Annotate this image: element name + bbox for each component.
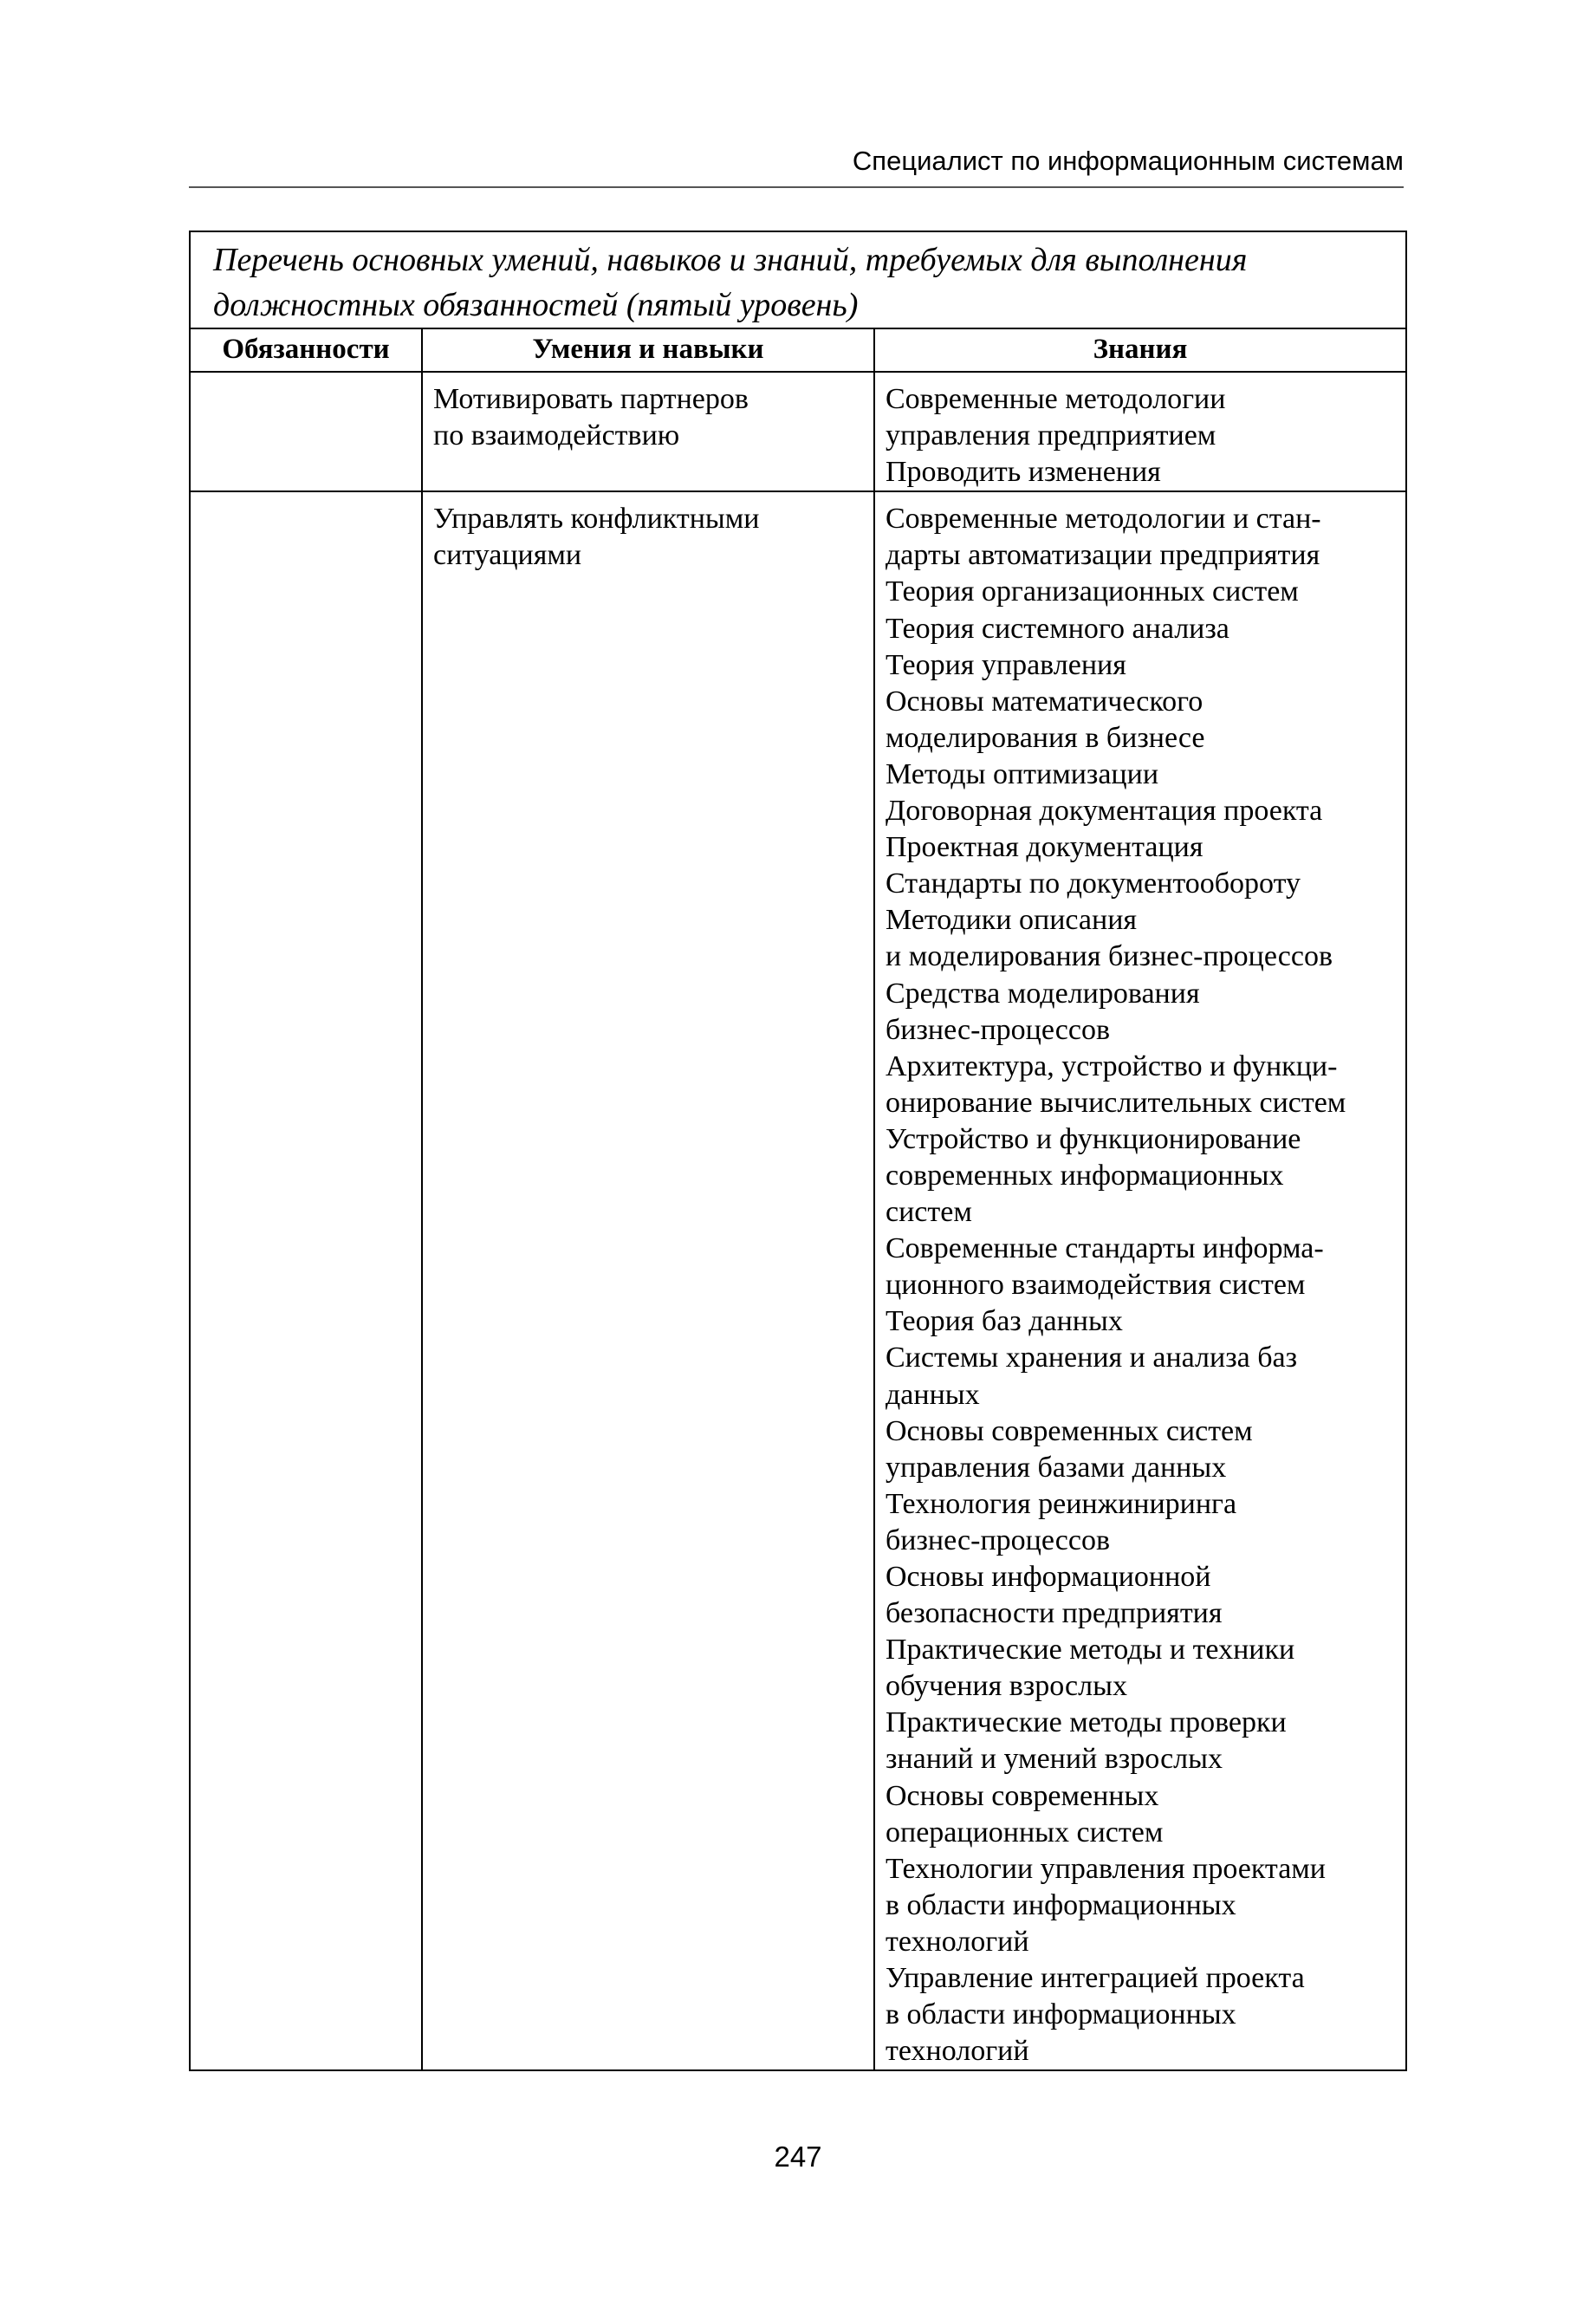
- page-number: 247: [774, 2141, 822, 2173]
- knowledge-line: современных информационных: [886, 1159, 1284, 1192]
- knowledge-line: управления предприятием: [886, 419, 1216, 452]
- header-duties: Обязанности: [190, 328, 422, 372]
- knowledge-line: знаний и умений взрослых: [886, 1743, 1223, 1776]
- caption-line: должностных обязанностей (пятый уровень): [213, 287, 859, 323]
- skills-line: ситуациями: [433, 539, 582, 572]
- knowledge-line: Основы современных систем: [886, 1414, 1253, 1447]
- knowledge-line: Технологии управления проектами: [886, 1852, 1326, 1885]
- table-row: [190, 372, 1406, 491]
- knowledge-line: Практические методы проверки: [886, 1706, 1287, 1739]
- knowledge-line: моделирования в бизнесе: [886, 721, 1205, 754]
- knowledge-line: Современные методологии: [886, 383, 1226, 415]
- knowledge-line: бизнес-процессов: [886, 1524, 1111, 1556]
- knowledge-line: и моделирования бизнес-процессов: [886, 940, 1333, 973]
- knowledge-line: Современные стандарты информа-: [886, 1232, 1324, 1265]
- knowledge-line: Современные методологии и стан-: [886, 503, 1321, 536]
- knowledge-line: Основы информационной: [886, 1561, 1211, 1593]
- knowledge-line: Теория баз данных: [886, 1305, 1123, 1338]
- skills-cell: [422, 372, 874, 491]
- knowledge-line: Теория организационных систем: [886, 575, 1299, 608]
- table-row: [190, 491, 1406, 2070]
- knowledge-cell: [874, 372, 1406, 491]
- knowledge-line: Основы современных: [886, 1779, 1159, 1812]
- knowledge-line: технологий: [886, 1925, 1029, 1958]
- knowledge-line: Основы математического: [886, 685, 1203, 718]
- knowledge-line: Архитектура, устройство и функци-: [886, 1049, 1338, 1082]
- skills-line: Управлять конфликтными: [433, 503, 760, 536]
- knowledge-line: ционного взаимодействия систем: [886, 1269, 1306, 1302]
- knowledge-line: Методики описания: [886, 904, 1138, 937]
- header-knowledge: Знания: [874, 328, 1406, 372]
- knowledge-line: в области информационных: [886, 1998, 1236, 2031]
- duties-cell: [190, 491, 422, 2070]
- header-skills: Умения и навыки: [422, 328, 874, 372]
- table-caption: [190, 231, 1406, 328]
- knowledge-line: технологий: [886, 2035, 1029, 2068]
- knowledge-line: Методы оптимизации: [886, 757, 1159, 790]
- knowledge-line: обучения взрослых: [886, 1670, 1127, 1703]
- caption-line: Перечень основных умений, навыков и знаний, требуемых для выполнения: [213, 242, 1248, 278]
- knowledge-line: Стандарты по документообороту: [886, 867, 1301, 900]
- skills-cell: [422, 491, 874, 2070]
- running-header: Специалист по информационным системам: [189, 147, 1404, 188]
- knowledge-line: онирование вычислительных систем: [886, 1086, 1346, 1119]
- knowledge-line: дарты автоматизации предприятия: [886, 539, 1320, 572]
- knowledge-cell: [874, 491, 1406, 2070]
- knowledge-line: бизнес-процессов: [886, 1013, 1111, 1046]
- knowledge-line: Управление интеграцией проекта: [886, 1962, 1305, 1995]
- knowledge-line: Технология реинжиниринга: [886, 1487, 1237, 1520]
- knowledge-line: управления базами данных: [886, 1451, 1227, 1484]
- knowledge-line: Устройство и функционирование: [886, 1122, 1301, 1155]
- knowledge-line: Практические методы и техники: [886, 1634, 1295, 1667]
- knowledge-line: Системы хранения и анализа баз: [886, 1342, 1298, 1374]
- knowledge-line: Теория системного анализа: [886, 612, 1229, 645]
- knowledge-line: данных: [886, 1378, 980, 1411]
- knowledge-line: безопасности предприятия: [886, 1597, 1223, 1630]
- knowledge-line: Проводить изменения: [886, 456, 1161, 489]
- knowledge-line: операционных систем: [886, 1816, 1164, 1848]
- competency-table: [189, 231, 1407, 2071]
- duties-cell: [190, 372, 422, 491]
- knowledge-line: Проектная документация: [886, 831, 1203, 864]
- skills-line: Мотивировать партнеров: [433, 383, 749, 415]
- knowledge-line: Договорная документация проекта: [886, 795, 1323, 828]
- knowledge-line: Теория управления: [886, 648, 1126, 681]
- knowledge-line: систем: [886, 1196, 972, 1229]
- skills-line: по взаимодействию: [433, 419, 680, 452]
- knowledge-line: в области информационных: [886, 1888, 1236, 1921]
- knowledge-line: Средства моделирования: [886, 977, 1200, 1010]
